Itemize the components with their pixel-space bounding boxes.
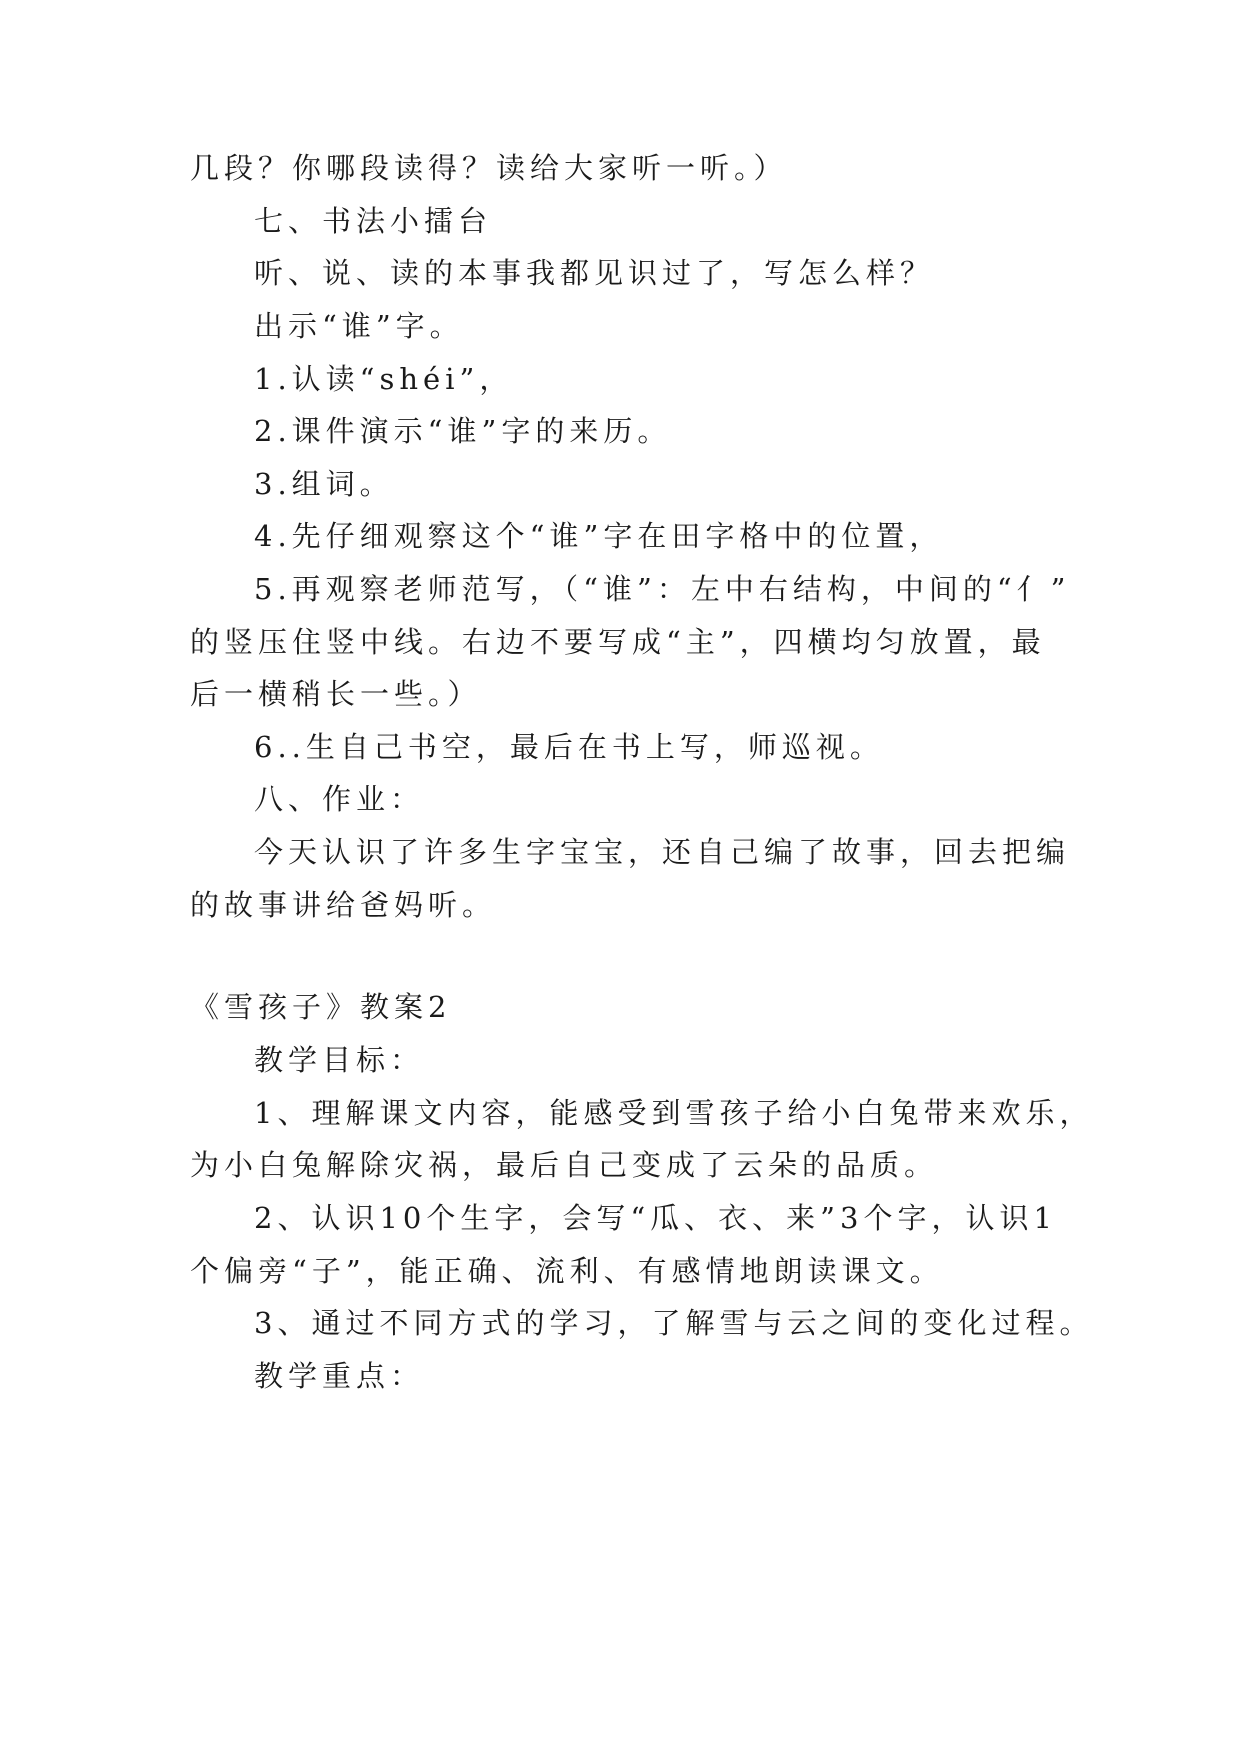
list-item: 5.再观察老师范写，（“谁”：左中右结构，中间的“亻” [254, 572, 1071, 606]
paragraph-line: 今天认识了许多生字宝宝，还自己编了故事，回去把编 [254, 835, 1071, 869]
list-item: 3、通过不同方式的学习，了解雪与云之间的变化过程。 [254, 1306, 1094, 1340]
paragraph-line: 的竖压住竖中线。右边不要写成“主”，四横均匀放置，最 [190, 625, 1046, 659]
paragraph-line: 后一横稍长一些。） [190, 677, 482, 711]
section-heading: 教学目标： [254, 1043, 425, 1077]
paragraph-line: 的故事讲给爸妈听。 [190, 888, 497, 922]
list-item: 2.课件演示“谁”字的来历。 [254, 414, 672, 448]
document-title: 《雪孩子》教案2 [190, 990, 452, 1024]
paragraph-line: 个偏旁“子”，能正确、流利、有感情地朗读课文。 [190, 1254, 944, 1288]
list-item: 3.组词。 [254, 467, 394, 501]
section-heading: 八、作业： [254, 782, 425, 816]
paragraph-line: 为小白兔解除灾祸，最后自己变成了云朵的品质。 [190, 1148, 939, 1182]
section-heading: 七、书法小擂台 [254, 204, 493, 238]
paragraph-line: 出示“谁”字。 [254, 309, 464, 343]
list-item: 4.先仔细观察这个“谁”字在田字格中的位置， [254, 519, 944, 553]
list-item: 2、认识10个生字，会写“瓜、衣、来”3个字，认识1 [254, 1201, 1057, 1235]
list-item: 1.认读“shéi”， [254, 362, 514, 396]
paragraph-line: 几段？你哪段读得？读给大家听一听。） [190, 151, 788, 185]
paragraph-line: 听、说、读的本事我都见识过了，写怎么样？ [254, 256, 935, 290]
section-heading: 教学重点： [254, 1359, 425, 1393]
list-item: 6..生自己书空，最后在书上写，师巡视。 [254, 730, 884, 764]
list-item: 1、理解课文内容，能感受到雪孩子给小白兔带来欢乐， [254, 1096, 1094, 1130]
